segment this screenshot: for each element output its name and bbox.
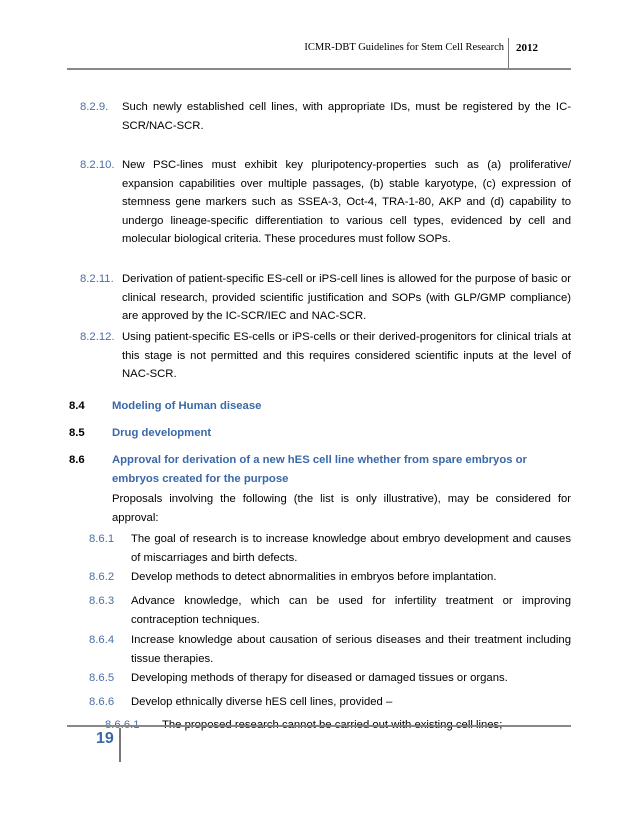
section-number: 8.2.11. bbox=[80, 273, 114, 285]
subitem-text: Advance knowledge, which can be used for infertility treatment or improving contraception techniques. bbox=[131, 595, 571, 626]
subitem-number: 8.6.3 bbox=[89, 595, 115, 607]
section-number: 8.2.12. bbox=[80, 331, 115, 343]
subitem-text: Develop ethnically diverse hES cell lines, provided – bbox=[131, 696, 393, 708]
subitem-text: Increase knowledge about causation of serious diseases and their treatment including tissue therapies. bbox=[131, 634, 571, 665]
page-number: 19 bbox=[96, 730, 114, 747]
subitem-number: 8.6.4 bbox=[89, 634, 115, 646]
header-year: 2012 bbox=[516, 42, 538, 54]
heading-text: Drug development bbox=[112, 427, 212, 439]
subitem-number: 8.6.1 bbox=[89, 533, 115, 545]
section-text: Such newly established cell lines, with appropriate IDs, must be registered by the IC-SCR/NAC-SCR. bbox=[122, 101, 571, 132]
heading-text: Approval for derivation of a new hES cell line whether from spare embryos or embryos created for the purpose bbox=[112, 454, 527, 485]
intro-paragraph: Proposals involving the following (the list is only illustrative), may be considered for approval: bbox=[112, 493, 571, 524]
heading-number: 8.5 bbox=[69, 427, 85, 439]
header-title: ICMR-DBT Guidelines for Stem Cell Research bbox=[304, 42, 504, 53]
section-text: New PSC-lines must exhibit key pluripotency-properties such as (a) proliferative/ expansion capabilities over multiple passages, (b) stable karyotype, (c) expression of stemness gene markers such as SSEA-3, Oct-4, TRA-1-80, AKP and (d) capability to undergo lineage-specific differentiation to various cell types, evidenced by cell and molecular biological criteria. These procedures must follow SOPs. bbox=[122, 159, 571, 245]
subitem-number: 8.6.2 bbox=[89, 571, 115, 583]
section-number: 8.2.9. bbox=[80, 101, 109, 113]
subitem-text: Developing methods of therapy for diseased or damaged tissues or organs. bbox=[131, 672, 508, 684]
heading-number: 8.4 bbox=[69, 400, 85, 412]
footer-rule bbox=[67, 725, 571, 727]
section-text: Using patient-specific ES-cells or iPS-cells or their derived-progenitors for clinical trials at this stage is not permitted and this requires considered scientific inputs at the level of NAC-SCR. bbox=[122, 331, 571, 380]
heading-text: Modeling of Human disease bbox=[112, 400, 262, 412]
heading-number: 8.6 bbox=[69, 454, 85, 466]
footer-divider bbox=[119, 728, 121, 762]
subitem-text: Develop methods to detect abnormalities in embryos before implantation. bbox=[131, 571, 497, 583]
section-text: Derivation of patient-specific ES-cell or iPS-cell lines is allowed for the purpose of basic or clinical research, provided scientific justification and SOPs (with GLP/GMP compliance) are approved by the IC-SCR/IEC and NAC-SCR. bbox=[122, 273, 571, 322]
section-number: 8.2.10. bbox=[80, 159, 115, 171]
subitem-number: 8.6.6 bbox=[89, 696, 115, 708]
subitem-number: 8.6.5 bbox=[89, 672, 115, 684]
subitem-text: The goal of research is to increase knowledge about embryo development and causes of miscarriages and birth defects. bbox=[131, 533, 571, 564]
